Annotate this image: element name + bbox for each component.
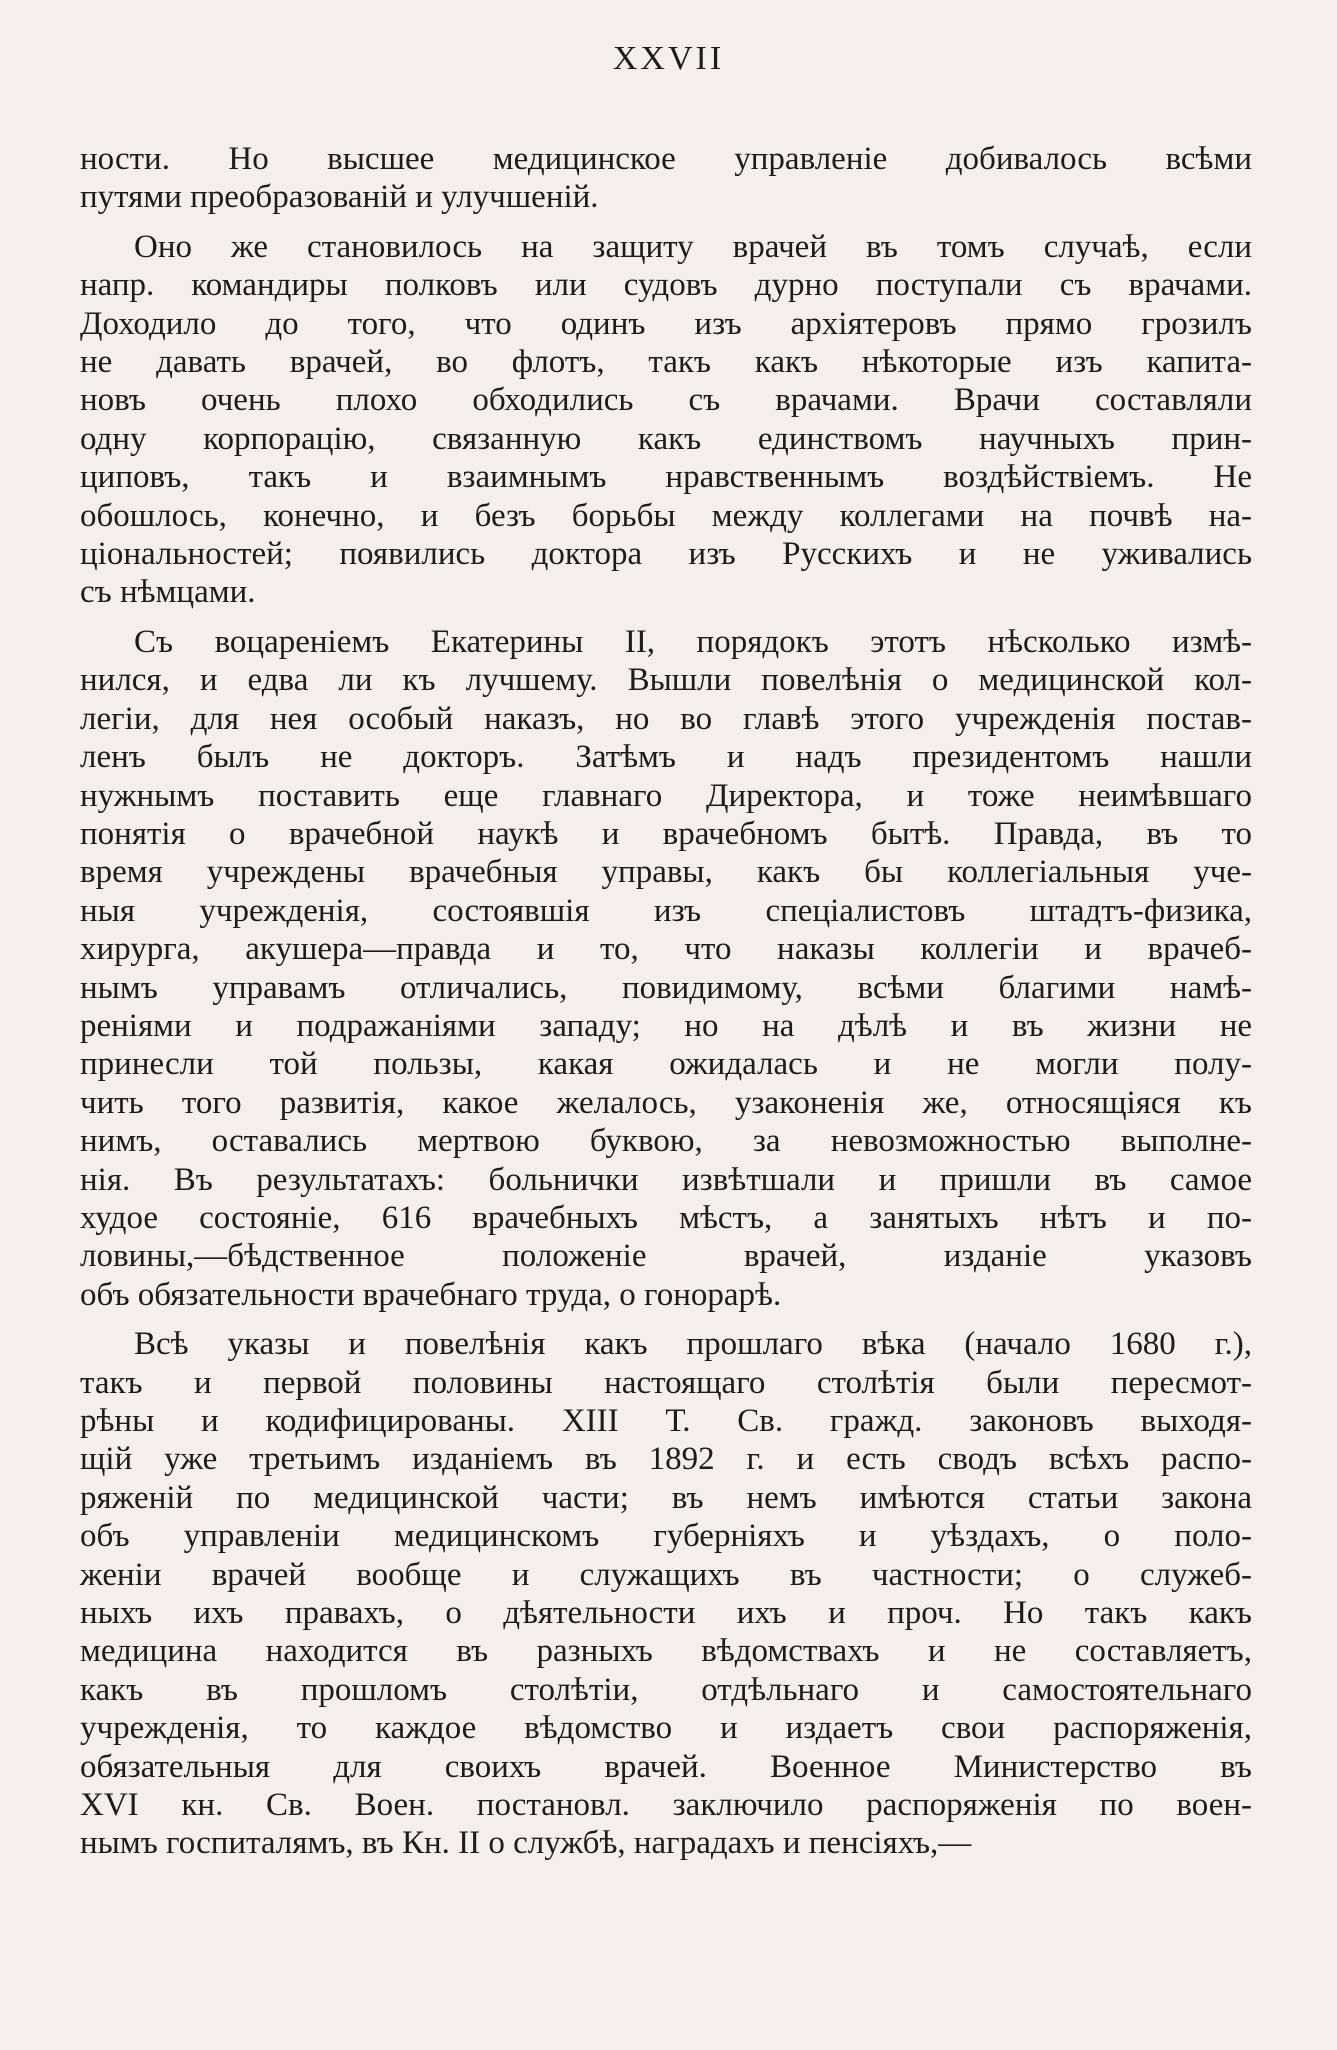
text-line: путями преобразованій и улучшеній.: [80, 179, 599, 216]
text-line: одну корпорацію, связанную какъ единствомъ научныхъ прин-: [80, 420, 1252, 457]
text-line: реніями и подражаніями западу; но на дѣлѣ и въ жизни не: [80, 1007, 1252, 1044]
text-line: XVI кн. Св. Воен. постановл. заключило распоряженія по воен-: [80, 1787, 1252, 1824]
text-line: нимъ, оставались мертвою буквою, за невозможностью выполне-: [80, 1123, 1252, 1160]
text-line: нужнымъ поставить еще главнаго Директора, и тоже неимѣвшаго: [80, 777, 1252, 814]
text-line: чить того развитія, какое желалось, узаконенія же, относящіяся къ: [80, 1084, 1252, 1121]
text-line: ряженій по медицинской части; въ немъ имѣются статьи закона: [80, 1479, 1252, 1516]
text-line: новъ очень плохо обходились съ врачами. Врачи составляли: [80, 382, 1252, 419]
text-line: ціональностей; появились доктора изъ Русскихъ и не уживались: [80, 536, 1252, 573]
text-line: нія. Въ результатахъ: больнички извѣтшали и пришли въ самое: [80, 1161, 1252, 1198]
text-line: какъ въ прошломъ столѣтіи, отдѣльнаго и самостоятельнаго: [80, 1671, 1252, 1708]
paragraph: [80, 1325, 1252, 1863]
text-line: понятія о врачебной наукѣ и врачебномъ бытѣ. Правда, въ то: [80, 815, 1252, 852]
paragraph: [80, 140, 1252, 217]
text-line: худое состояніе, 616 врачебныхъ мѣстъ, а занятыхъ нѣтъ и по-: [80, 1199, 1252, 1236]
text-line: не давать врачей, во флотъ, такъ какъ нѣкоторые изъ капита-: [80, 344, 1252, 381]
page-number: XXVII: [612, 40, 725, 77]
text-line: нился, и едва ли къ лучшему. Вышли повелѣнія о медицинской кол-: [80, 662, 1252, 699]
text-line: щій уже третьимъ изданіемъ въ 1892 г. и есть сводъ всѣхъ распо-: [80, 1441, 1252, 1478]
paragraph: [80, 623, 1252, 1314]
text-line: объ обязательности врачебнаго труда, о гонорарѣ.: [80, 1276, 782, 1313]
text-line: медицина находится въ разныхъ вѣдомствахъ и не составляетъ,: [80, 1633, 1252, 1670]
text-line: рѣны и кодифицированы. XIII Т. Св. гражд. законовъ выходя-: [80, 1403, 1252, 1439]
text-line: ловины,—бѣдственное положеніе врачей, изданіе указовъ: [80, 1238, 1252, 1275]
text-line: объ управленіи медицинскомъ губерніяхъ и уѣздахъ, о поло-: [80, 1518, 1252, 1555]
text-line: такъ и первой половины настоящаго столѣтія были пересмот-: [80, 1364, 1252, 1401]
body-text: [80, 140, 1252, 1874]
text-line: Доходило до того, что одинъ изъ архіятеровъ прямо грозилъ: [80, 305, 1252, 342]
text-line: легіи, для нея особый наказъ, но во главѣ этого учрежденія постав-: [80, 700, 1252, 737]
paragraph: [80, 228, 1252, 612]
text-line: Оно же становилось на защиту врачей въ томъ случаѣ, если: [134, 228, 1252, 265]
text-line: обязательныя для своихъ врачей. Военное Министерство въ: [80, 1748, 1252, 1785]
text-line: ности. Но высшее медицинское управленіе добивалось всѣми: [80, 141, 1252, 177]
text-line: съ нѣмцами.: [80, 574, 256, 611]
text-line: ныя учрежденія, состоявшія изъ спеціалистовъ штадтъ-физика,: [80, 892, 1252, 929]
text-line: циповъ, такъ и взаимнымъ нравственнымъ воздѣйствіемъ. Не: [80, 459, 1252, 496]
text-line: Всѣ указы и повелѣнія какъ прошлаго вѣка (начало 1680 г.),: [134, 1326, 1252, 1363]
text-line: обошлось, конечно, и безъ борьбы между коллегами на почвѣ на-: [80, 497, 1252, 534]
text-line: нымъ управамъ отличались, повидимому, всѣми благими намѣ-: [80, 969, 1252, 1006]
text-line: учрежденія, то каждое вѣдомство и издаетъ свои распоряженія,: [80, 1710, 1252, 1747]
text-line: напр. командиры полковъ или судовъ дурно поступали съ врачами.: [80, 267, 1252, 304]
text-line: принесли той пользы, какая ожидалась и не могли полу-: [80, 1046, 1252, 1083]
text-line: время учреждены врачебныя управы, какъ бы коллегіальныя уче-: [80, 854, 1252, 891]
text-line: ленъ былъ не докторъ. Затѣмъ и надъ президентомъ нашли: [80, 739, 1252, 776]
text-line: ныхъ ихъ правахъ, о дѣятельности ихъ и проч. Но такъ какъ: [80, 1595, 1252, 1632]
text-line: хирурга, акушера—правда и то, что наказы коллегіи и врачеб-: [80, 931, 1252, 968]
text-line: женіи врачей вообще и служащихъ въ частности; о служеб-: [80, 1556, 1252, 1593]
text-line: Съ воцареніемъ Екатерины II, порядокъ этотъ нѣсколько измѣ-: [134, 623, 1252, 660]
text-line: нымъ госпиталямъ, въ Кн. II о службѣ, наградахъ и пенсіяхъ,—: [80, 1825, 972, 1862]
